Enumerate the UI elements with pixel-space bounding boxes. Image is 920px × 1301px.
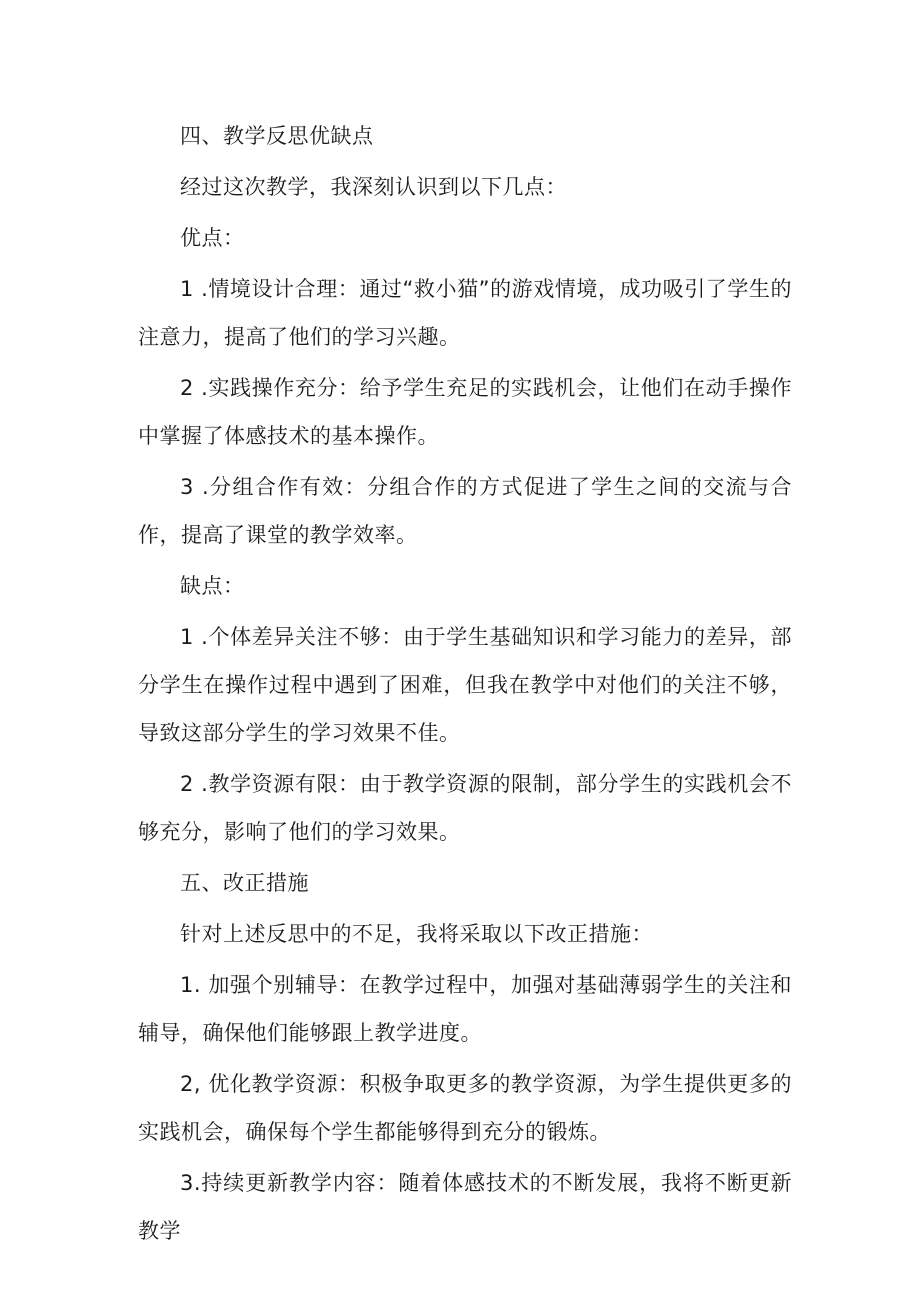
- advantage-item-2: 2 .实践操作充分：给予学生充足的实践机会，让他们在动手操作中掌握了体感技术的基本操作。: [138, 376, 792, 448]
- section-heading-reflection: 四、教学反思优缺点: [180, 124, 374, 148]
- disadvantage-item-2: 2 .教学资源有限：由于教学资源的限制，部分学生的实践机会不够充分，影响了他们的学习效果。: [138, 772, 792, 844]
- improvement-item-1: 1. 加强个别辅导：在教学过程中，加强对基础薄弱学生的关注和辅导，确保他们能够跟上教学进度。: [138, 973, 792, 1045]
- advantage-item-3: 3 .分组合作有效：分组合作的方式促进了学生之间的交流与合作，提高了课堂的教学效率。: [138, 475, 792, 547]
- improvement-item-2: 2, 优化教学资源：积极争取更多的教学资源，为学生提供更多的实践机会，确保每个学生都能够得到充分的锻炼。: [138, 1072, 792, 1144]
- advantage-item-1: 1 .情境设计合理：通过“救小猫”的游戏情境，成功吸引了学生的注意力，提高了他们的学习兴趣。: [138, 277, 792, 349]
- intro-paragraph: 经过这次教学，我深刻认识到以下几点：: [180, 175, 567, 199]
- advantages-label: 优点：: [180, 226, 245, 250]
- improvement-item-3: 3.持续更新教学内容：随着体感技术的不断发展，我将不断更新教学: [138, 1171, 792, 1243]
- section-heading-improvements: 五、改正措施: [180, 871, 309, 895]
- disadvantages-label: 缺点：: [180, 574, 245, 598]
- document-body: [138, 112, 792, 1258]
- disadvantage-item-1: 1 .个体差异关注不够：由于学生基础知识和学习能力的差异，部分学生在操作过程中遇到了困难，但我在教学中对他们的关注不够，导致这部分学生的学习效果不佳。: [138, 625, 792, 745]
- improvements-intro: 针对上述反思中的不足，我将采取以下改正措施：: [180, 922, 653, 946]
